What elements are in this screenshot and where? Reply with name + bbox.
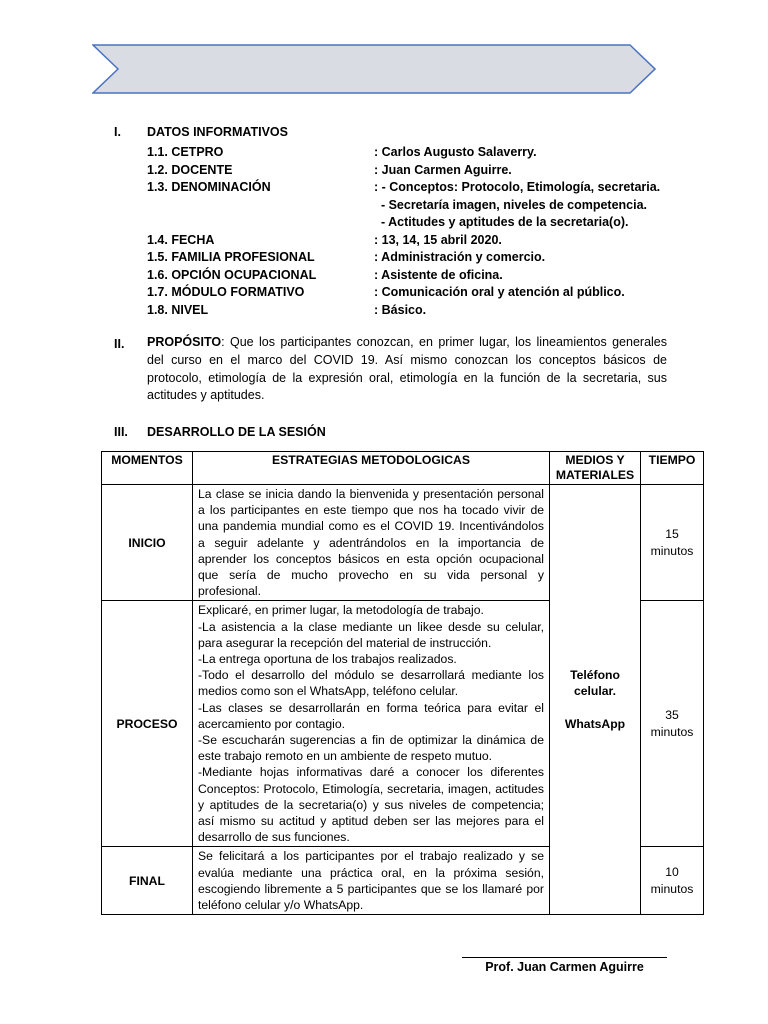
strategy-cell: La clase se inicia dando la bienvenida y presentación personal a los participantes en este tiempo que nos ha tocado vivir de una pandemia mundial como es el COVID 19. Incentivándolos a seguir adelante y adentrándolos en la importancia de aprender los conceptos básicos en esta opción ocupacional que sería de mucho provecho en su vida personal y profesional. xyxy=(193,485,550,601)
time-value: 15 xyxy=(665,527,679,542)
info-value: : Administración y comercio. xyxy=(374,250,546,264)
info-value: : Básico. xyxy=(374,302,427,317)
section-number: II. xyxy=(114,337,125,351)
info-value: : 13, 14, 15 abril 2020. xyxy=(374,232,502,247)
media-line: Teléfono xyxy=(570,667,620,682)
info-label: 1.1. CETPRO xyxy=(147,145,224,159)
info-label: 1.8. NIVEL xyxy=(147,302,209,317)
time-value: 10 xyxy=(665,865,679,880)
media-line: WhatsApp xyxy=(564,717,626,732)
media-cell xyxy=(550,485,641,915)
info-label: 1.2. DOCENTE xyxy=(147,162,233,177)
table-row xyxy=(102,485,704,601)
info-label: 1.6. OPCIÓN OCUPACIONAL xyxy=(147,267,317,282)
section-heading-desarrollo xyxy=(114,425,326,439)
time-cell xyxy=(641,847,704,915)
info-label: 1.5. FAMILIA PROFESIONAL xyxy=(147,250,315,264)
info-label: 1.4. FECHA xyxy=(147,232,215,247)
strategy-cell: Se felicitará a los participantes por el trabajo realizado y se evalúa mediante una práctica oral, en la próxima sesión, escogiendo libremente a 5 participantes que se los llamaré por teléfono celular y/o WhatsApp. xyxy=(193,847,550,915)
time-unit: minutos xyxy=(650,543,694,558)
info-value: : Carlos Augusto Salaverry. xyxy=(374,145,537,159)
header-estrategias: ESTRATEGIAS METODOLOGICAS xyxy=(193,452,550,485)
section-title: DATOS INFORMATIVOS xyxy=(147,125,288,139)
table-header-row xyxy=(102,452,704,485)
moment-cell: PROCESO xyxy=(102,601,193,847)
info-value: : Asistente de oficina. xyxy=(374,267,503,282)
session-table xyxy=(101,451,704,915)
section-number: I. xyxy=(114,125,121,139)
info-value: : Comunicación oral y atención al público. xyxy=(374,285,625,299)
time-cell xyxy=(641,601,704,847)
info-value: - Actitudes y aptitudes de la secretaria(o). xyxy=(374,215,629,229)
purpose-text: : Que los participantes conozcan, en primer lugar, los lineamientos generales del curso en el marco del COVID 19. Así mismo conozcan los conceptos básicos de protocolo, etimología de la expresión oral, etimología en la función de la secretaria, sus actitudes y aptitudes. xyxy=(147,335,667,403)
strategy-cell: Explicaré, en primer lugar, la metodología de trabajo. -La asistencia a la clase mediante un likee desde su celular, para asegurar la recepción del material de instrucción. -La entrega oportuna de los trabajos realizados. -Todo el desarrollo del módulo se desarrollará mediante los medios como son el WhatsApp, teléfono celular. -Las clases se desarrollarán en forma teórica para evitar el acercamiento por contagio. -Se escucharán sugerencias a fin de optimizar la dinámica de este trabajo remoto en un ambiente de respeto mutuo. -Mediante hojas informativas daré a conocer los diferentes Conceptos: Protocolo, Etimología, secretaria, imagen, actitudes y aptitudes de la secretaria(o) y sus niveles de competencia; así mismo su actitud y aptitud deben ser las mejores para el desarrollo de sus funciones. xyxy=(193,601,550,847)
moment-cell: INICIO xyxy=(102,485,193,601)
time-unit: minutos xyxy=(650,881,694,896)
info-value: - Secretaría imagen, niveles de competencia. xyxy=(374,197,648,212)
section-number: III. xyxy=(114,425,128,439)
header-momentos: MOMENTOS xyxy=(102,452,193,485)
info-label: 1.3. DENOMINACIÓN xyxy=(147,180,271,194)
time-cell xyxy=(641,485,704,601)
header-medios: MEDIOS Y MATERIALES xyxy=(550,452,641,485)
section-heading-datos xyxy=(114,125,288,139)
section-title: DESARROLLO DE LA SESIÓN xyxy=(147,425,326,439)
signature-line xyxy=(462,957,667,958)
signature-name: Prof. Juan Carmen Aguirre xyxy=(485,960,644,974)
info-label: 1.7. MÓDULO FORMATIVO xyxy=(147,285,305,299)
section-number-proposito xyxy=(114,337,147,351)
moment-cell: FINAL xyxy=(102,847,193,915)
media-line: celular. xyxy=(573,684,616,699)
time-unit: minutos xyxy=(650,724,694,739)
section-title: PROPÓSITO xyxy=(147,335,222,349)
info-value: : Juan Carmen Aguirre. xyxy=(374,162,512,177)
time-value: 35 xyxy=(665,708,679,723)
header-tiempo: TIEMPO xyxy=(641,452,704,485)
title-banner xyxy=(92,44,656,94)
purpose-paragraph xyxy=(147,334,667,405)
info-value: : - Conceptos: Protocolo, Etimología, secretaria. xyxy=(374,180,661,194)
